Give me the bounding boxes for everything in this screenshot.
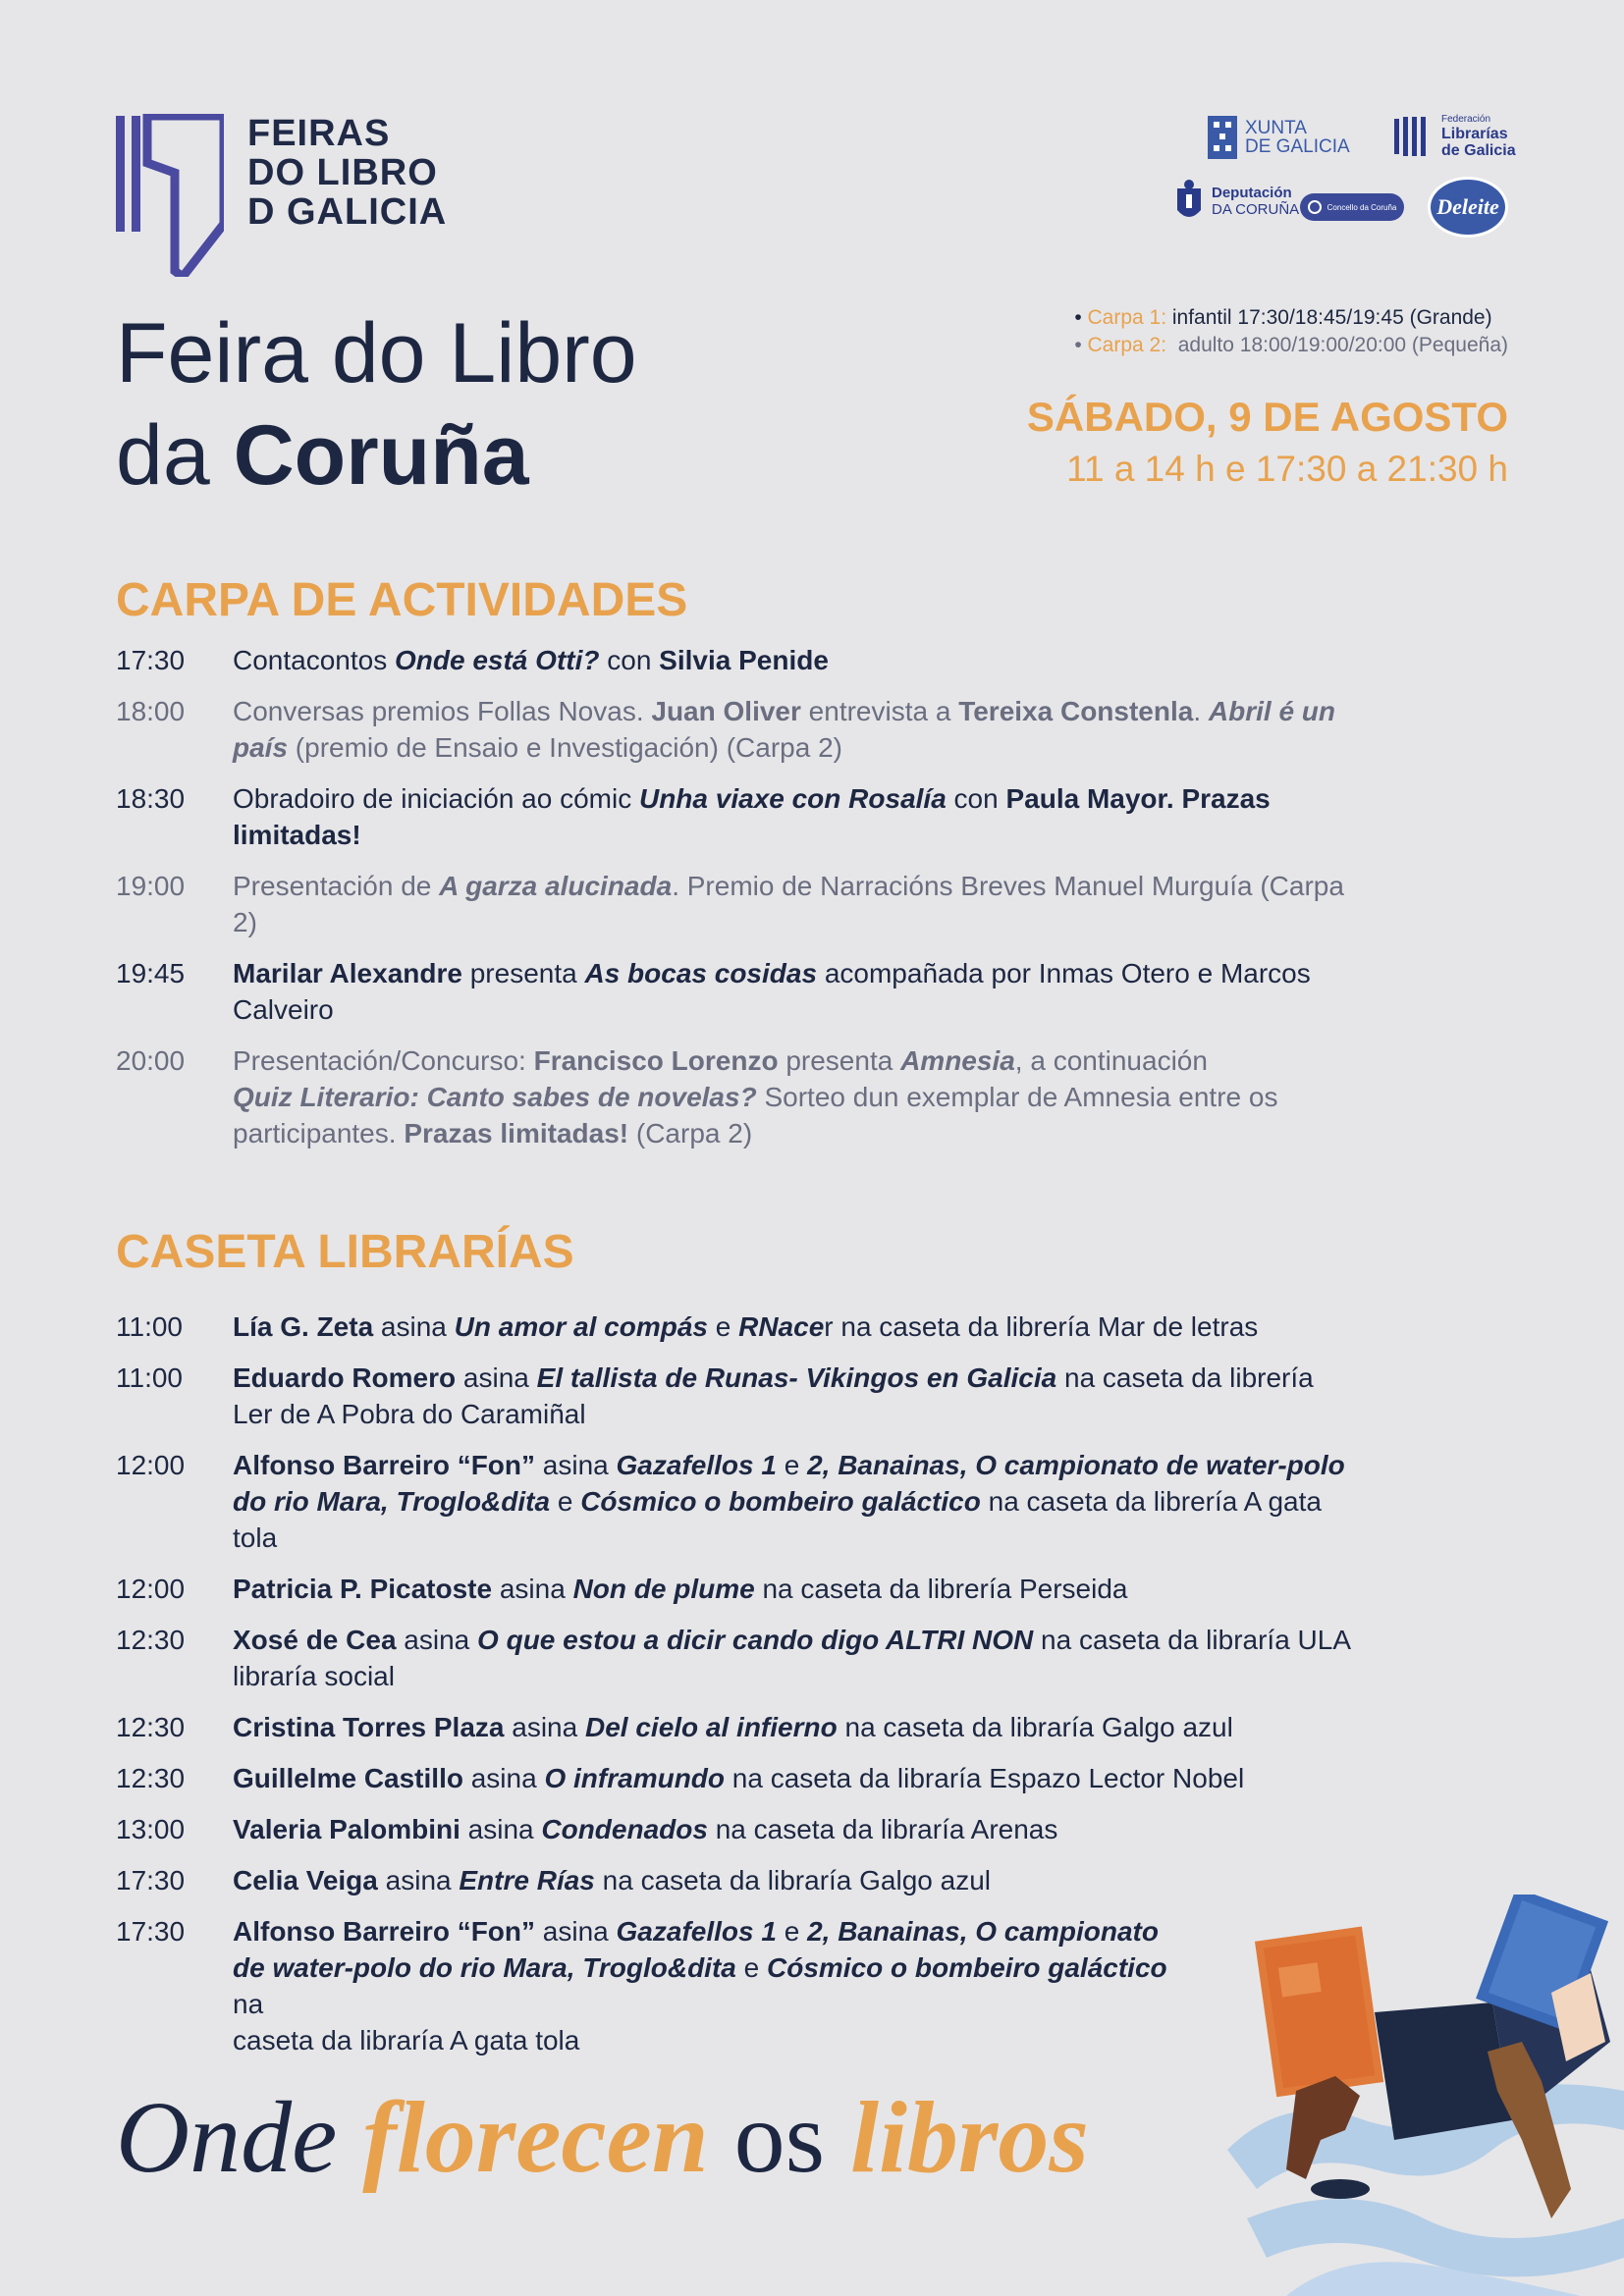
caseta-row [116,1811,1353,1847]
row-time: 18:30 [116,783,186,814]
carpa-note-2: • Carpa 2: adulto 18:00/19:00/20:00 (Pequeña) [1074,334,1508,356]
row-time: 12:00 [116,1450,186,1480]
row-time: 12:30 [116,1712,186,1742]
carpa-heading: CARPA DE ACTIVIDADES [116,574,688,626]
caseta-row [116,1622,1353,1694]
row-description: Presentación de A garza alucinada. Premio de Narracións Breves Manuel Murguía (Carpa 2) [233,871,1344,937]
row-description: Presentación/Concurso: Francisco Lorenzo presenta Amnesia, a continuación Quiz Literario: Canto sabes de novelas? Sorteo dun exemplar de Amnesia entre os participantes. Prazas limitadas! (Carpa 2) [233,1045,1278,1148]
page-title [116,302,637,507]
federacion-mark-icon [1392,115,1434,158]
caseta-row [116,1571,1353,1607]
xunta-shield-icon [1208,116,1237,159]
logo-line-3: D GALICIA [247,191,448,233]
row-description: Alfonso Barreiro “Fon” asina Gazafellos 1 e 2, Banainas, O campionato de water-polo do rio Mara, Troglo&dita e Cósmico o bombeiro galáctico na caseta da librería A gata tola [233,1450,1345,1553]
deleite-text: Deleite [1436,194,1499,219]
row-time: 13:00 [116,1814,186,1844]
row-description: Cristina Torres Plaza asina Del cielo al infierno na caseta da libraría Galgo azul [233,1712,1233,1742]
row-description: Xosé de Cea asina O que estou a dicir cando digo ALTRI NON na caseta da libraría ULA libraría social [233,1625,1350,1691]
xunta-text: XUNTA DE GALICIA [1245,118,1350,157]
title-city: Coruña [233,408,529,503]
row-description: Guillelme Castillo asina O inframundo na caseta da libraría Espazo Lector Nobel [233,1763,1245,1793]
carpa-row [116,693,1353,766]
caseta-heading: CASETA LIBRARÍAS [116,1226,574,1278]
carpa-row [116,955,1353,1028]
event-hours: 11 a 14 h e 17:30 a 21:30 h [1066,449,1508,489]
row-time: 11:00 [116,1311,183,1342]
logo-line-2: DO LIBRO [247,152,438,193]
row-description: Lía G. Zeta asina Un amor al compás e RNacer na caseta da librería Mar de letras [233,1311,1259,1342]
caseta-row [116,1913,1353,2058]
row-time: 17:30 [116,645,186,675]
carpa-note-1: • Carpa 1: infantil 17:30/18:45/19:45 (Grande) [1074,306,1492,329]
feiras-do-libro-logo [116,113,448,281]
deleite-logo [1428,177,1508,238]
deputacion-text: DA CORUÑA [1212,201,1300,218]
book-logo-icon [116,114,224,277]
carpa-2-label: Carpa 2: [1087,334,1167,356]
title-line-1: Feira do Libro [116,306,637,400]
row-time: 19:45 [116,958,186,988]
row-time: 17:30 [116,1865,186,1896]
logo-line-1: FEIRAS [247,113,391,154]
federacion-logo [1392,114,1516,159]
carpa-2-text: adulto 18:00/19:00/20:00 (Pequeña) [1166,334,1508,356]
carpa-row [116,1042,1353,1151]
carpa-1-label: Carpa 1: [1087,306,1167,329]
slogan-word-2: florecen [362,2081,709,2194]
row-description: Celia Veiga asina Entre Rías na caseta da libraría Galgo azul [233,1865,992,1896]
caseta-row [116,1760,1353,1796]
event-day: SÁBADO, 9 DE AGOSTO [1026,394,1508,440]
carpa-row [116,642,1353,678]
carpa-schedule [116,642,1353,1166]
title-line-2 [116,404,637,507]
row-description: Conversas premios Follas Novas. Juan Oliver entrevista a Tereixa Constenla. Abril é un país (premio de Ensaio e Investigación) (Carpa 2) [233,696,1336,763]
caseta-row [116,1308,1353,1345]
slogan-word-1: Onde [116,2081,363,2194]
caseta-schedule [116,1308,1353,2073]
federacion-small-text: Federación [1441,114,1491,125]
carpa-notes [1074,304,1508,359]
row-time: 11:00 [116,1362,183,1393]
slogan-word-4: libros [850,2081,1089,2194]
carpa-1-text: infantil 17:30/18:45/19:45 (Grande) [1166,306,1492,329]
row-description: Contacontos Onde está Otti? con Silvia Penide [233,645,829,675]
row-time: 12:30 [116,1763,186,1793]
carpa-row [116,868,1353,940]
row-time: 17:30 [116,1916,186,1947]
event-date [1027,393,1508,497]
caseta-row [116,1862,1353,1898]
row-time: 12:00 [116,1574,186,1604]
caseta-row [116,1360,1353,1432]
row-time: 18:00 [116,696,186,726]
deputacion-crest-icon [1174,179,1204,224]
title-prefix: da [116,408,234,503]
row-description: Patricia P. Picatoste asina Non de plume na caseta da librería Perseida [233,1574,1128,1604]
concello-logo [1300,193,1404,221]
row-description: Eduardo Romero asina El tallista de Runas- Vikingos en Galicia na caseta da librería Ler de A Pobra do Caramiñal [233,1362,1314,1429]
concello-circle-icon [1308,200,1322,214]
slogan [116,2079,1089,2197]
books-hands-illustration [1227,1895,1624,2296]
carpa-row [116,780,1353,853]
logo-wordmark [247,114,447,232]
concello-text: Concello da Coruña [1326,202,1397,212]
row-description: Alfonso Barreiro “Fon” asina Gazafellos 1 e 2, Banainas, O campionato de water-polo do rio Mara, Troglo&dita e Cósmico o bombeiro galáctico na caseta da libraría A gata tola [233,1916,1167,2056]
deputacion-logo [1174,179,1299,224]
slogan-word-3: os [708,2081,851,2194]
caseta-row [116,1447,1353,1556]
xunta-logo [1208,116,1350,159]
caseta-row [116,1709,1353,1745]
federacion-text: Librarías de Galicia [1441,126,1516,159]
row-time: 19:00 [116,871,186,901]
row-time: 12:30 [116,1625,186,1655]
row-description: Marilar Alexandre presenta As bocas cosidas acompañada por Inmas Otero e Marcos Calveiro [233,958,1311,1025]
row-description: Obradoiro de iniciación ao cómic Unha viaxe con Rosalía con Paula Mayor. Prazas limitadas! [233,783,1271,850]
row-description: Valeria Palombini asina Condenados na caseta da libraría Arenas [233,1814,1058,1844]
row-time: 20:00 [116,1045,186,1076]
deputacion-bold-text: Deputación [1212,185,1292,201]
